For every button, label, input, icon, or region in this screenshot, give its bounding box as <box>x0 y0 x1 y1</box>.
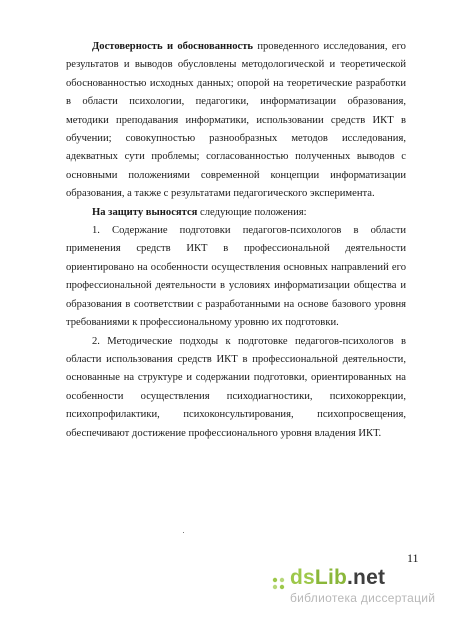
paragraph-reliability <box>66 38 406 204</box>
reliability-heading: Достоверность и обоснованность <box>92 41 253 52</box>
watermark-title: dsLib.net <box>290 566 386 589</box>
dslib-logo-icon <box>270 575 288 593</box>
page-number: 11 <box>407 551 419 565</box>
speck <box>183 532 184 533</box>
dslib-watermark <box>270 567 440 607</box>
paragraph-point-2: 2. Методические подходы к подготовке педагогов-психологов в области использования средств ИКТ в профессиональной деятельности, основанные на структуре и содержании подготовки, ориентированных на особенности осуществления психодиагностики, психокоррекции, психопрофилактики, психоконсультирования, психопросвещения, обеспечивают достижение профессионального уровня владения ИКТ. <box>66 335 406 439</box>
paragraph-defense-intro <box>66 204 406 222</box>
defense-intro-text: следующие положения: <box>197 206 307 218</box>
paragraph-point-1: 1. Содержание подготовки педагогов-психологов в области применения средств ИКТ в профессиональной деятельности ориентировано на особенности осуществления основных направлений его профессиональной деятельности в условиях информатизации общества и образования в соответствии с разработанными на основе базового уровня требованиями к профессиональному уровню их подготовки. <box>66 225 406 329</box>
reliability-text: проведенного исследования, его результатов и выводов обусловлены методологической и теоретической обоснованностью исходных данных; опорой на теоретические разработки в области психологии, педагогики, информатизации образования, методики преподавания информатики, использовании средств ИКТ в обучении; совокупностью разнообразных методов исследования, адекватных сути проблемы; согласованностью полученных выводов с основными положениями современной концепции информатизации образования, а также с результатами педагогического эксперимента. <box>66 41 406 200</box>
body-text <box>66 38 406 443</box>
watermark-subtitle: библиотека диссертаций <box>290 591 436 605</box>
defense-heading: На защиту выносятся <box>92 206 198 218</box>
